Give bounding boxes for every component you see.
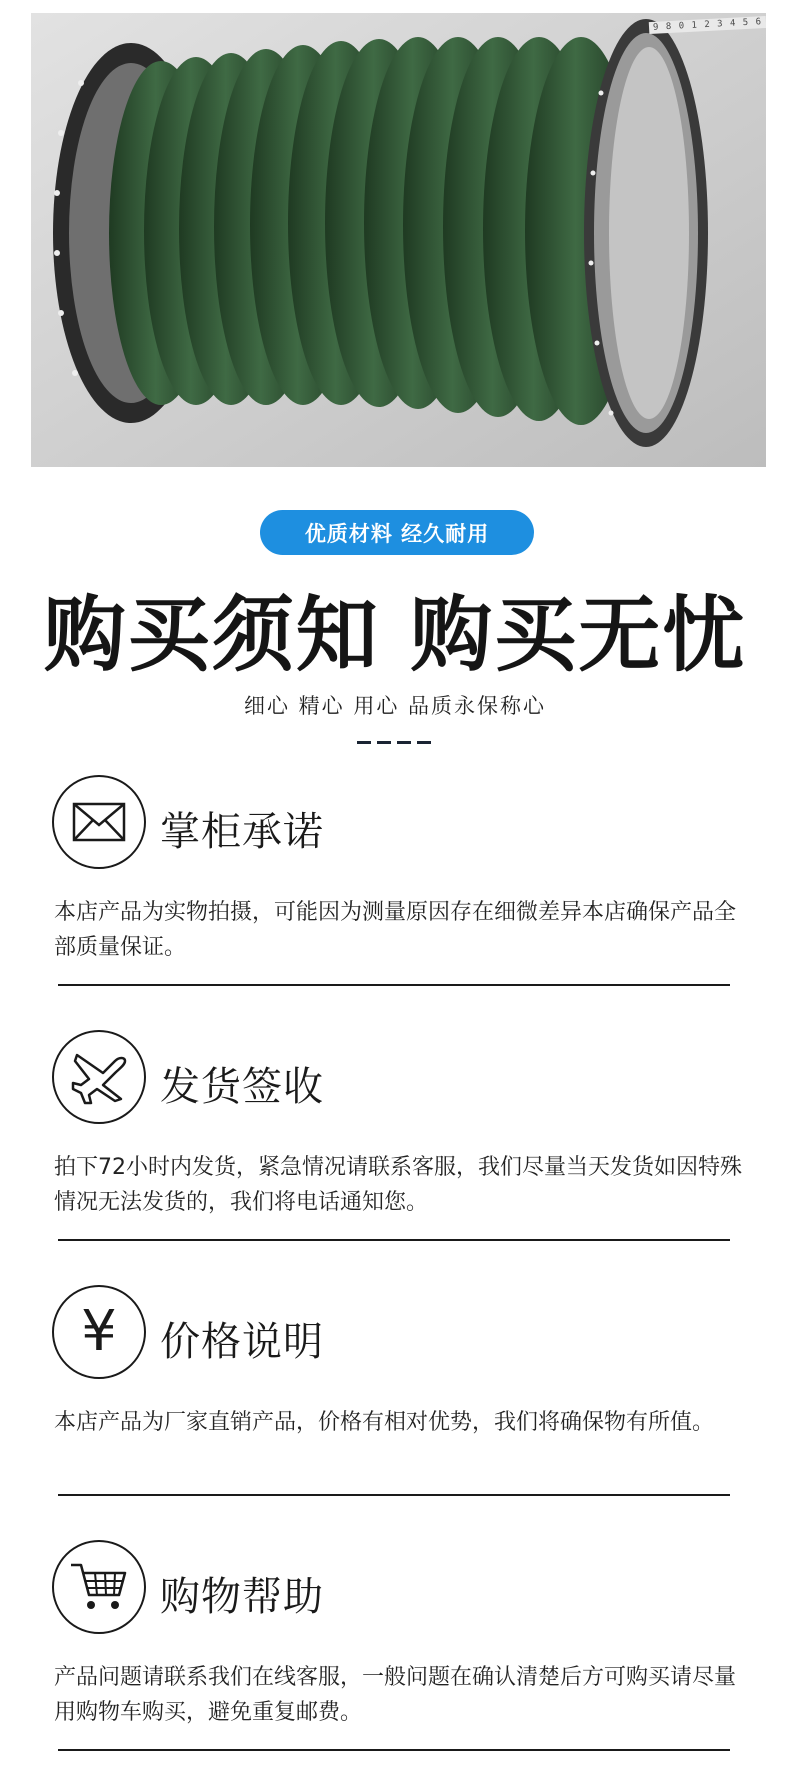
section-title: 发货签收 — [160, 1064, 324, 1110]
airplane-icon — [52, 1030, 146, 1124]
section-title: 掌柜承诺 — [160, 809, 324, 855]
section-title: 购物帮助 — [160, 1574, 324, 1620]
ruler-markings: 9 8 0 1 2 3 4 5 6 — [649, 16, 766, 34]
envelope-icon — [52, 775, 146, 869]
section-body: 本店产品为实物拍摄，可能因为测量原因存在细微差异本店确保产品全部质量保证。 — [54, 900, 737, 960]
yen-icon: ¥ — [52, 1285, 146, 1379]
bellows-duct-illustration — [31, 13, 766, 467]
section-divider — [58, 1239, 730, 1241]
page-title: 购买须知 购买无忧 — [43, 588, 747, 683]
section-body: 拍下72小时内发货，紧急情况请联系客服，我们尽量当天发货如因特殊情况无法发货的，我们将电话通知您。 — [54, 1155, 742, 1215]
page-subtitle: 细心 精心 用心 品质永保称心 — [243, 694, 547, 718]
quality-badge: 优质材料 经久耐用 — [260, 510, 534, 555]
section-title: 价格说明 — [160, 1319, 324, 1365]
section-body: 产品问题请联系我们在线客服，一般问题在确认清楚后方可购买请尽量用购物车购买，避免重复邮费。 — [54, 1665, 737, 1725]
section-divider — [58, 1494, 730, 1496]
product-photo — [31, 13, 766, 467]
section-divider — [58, 1749, 730, 1751]
section-body: 本店产品为厂家直销产品，价格有相对优势，我们将确保物有所值。 — [54, 1410, 715, 1435]
title-divider — [357, 741, 431, 744]
shopping-cart-icon — [52, 1540, 146, 1634]
section-divider — [58, 984, 730, 986]
